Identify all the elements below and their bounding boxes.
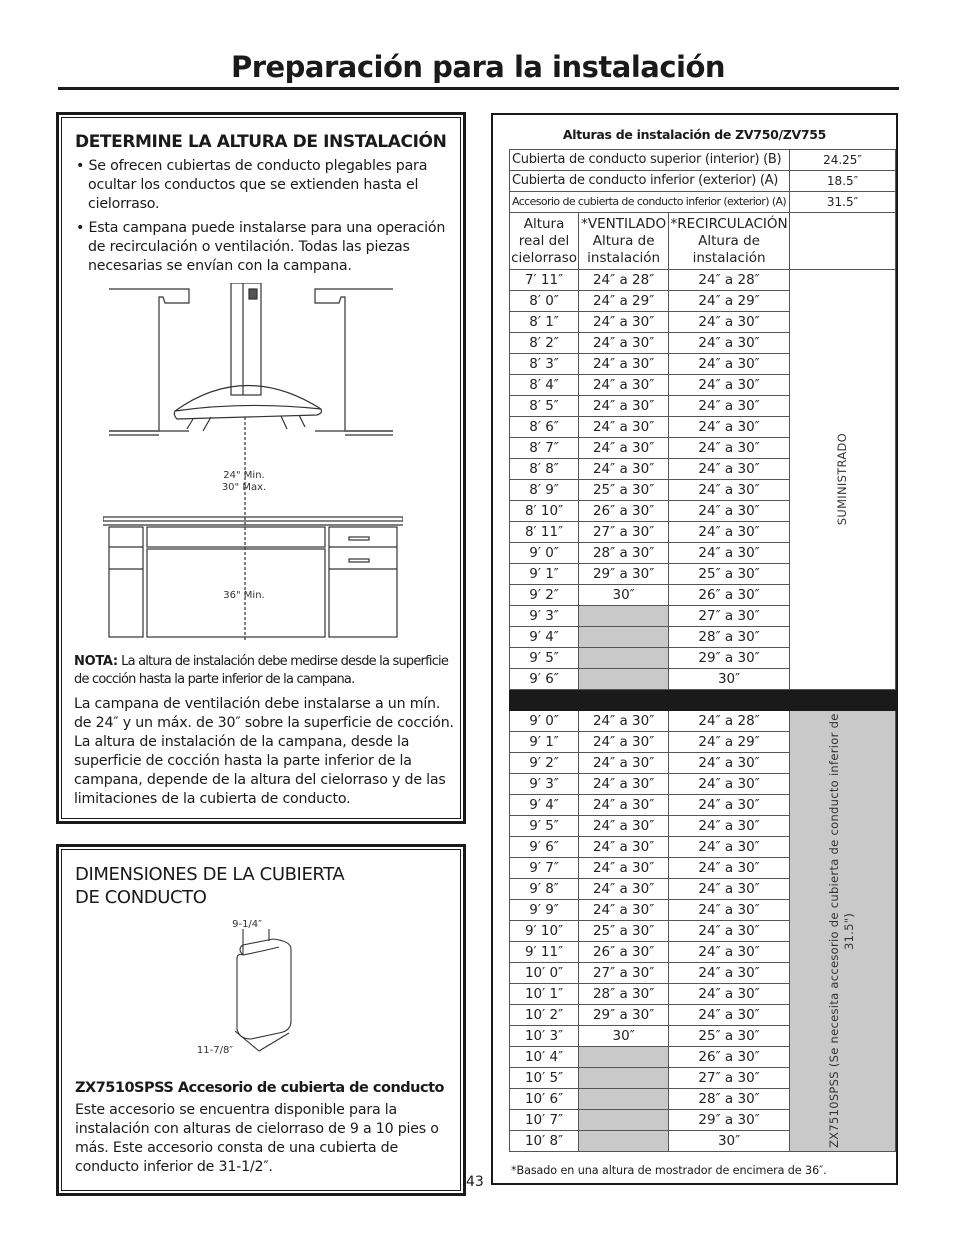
vented-cell: 27″ a 30″ xyxy=(579,522,669,543)
vented-cell: 24″ a 30″ xyxy=(579,900,669,921)
vented-cell: 30″ xyxy=(579,585,669,606)
recirc-cell: 24″ a 30″ xyxy=(669,459,790,480)
spec-row xyxy=(510,192,896,213)
ceiling-height-cell: 9′ 1″ xyxy=(510,564,579,585)
recirc-cell: 29″ a 30″ xyxy=(669,1110,790,1131)
install-height-paragraph: La campana de ventilación debe instalarse a un mín. de 24″ y un máx. de 30″ sobre la superficie de cocción. La altura de instalación de la campana, desde la superficie de cocción hasta la parte inferior de la campana, depende de la altura del cielorraso y de las limitaciones de la cubierta de conducto. xyxy=(74,696,454,807)
vented-cell: 24″ a 30″ xyxy=(579,879,669,900)
vented-cell: 24″ a 30″ xyxy=(579,333,669,354)
ceiling-height-cell: 8′ 9″ xyxy=(510,480,579,501)
recirc-cell: 24″ a 30″ xyxy=(669,417,790,438)
column-header-row xyxy=(510,213,896,270)
ceiling-height-cell: 8′ 5″ xyxy=(510,396,579,417)
title-rule xyxy=(58,87,899,90)
vented-cell: 26″ a 30″ xyxy=(579,942,669,963)
ceiling-height-cell: 9′ 3″ xyxy=(510,606,579,627)
recirc-cell: 24″ a 28″ xyxy=(669,711,790,732)
recirc-cell: 24″ a 30″ xyxy=(669,375,790,396)
vented-cell: 24″ a 30″ xyxy=(579,732,669,753)
ceiling-height-cell: 8′ 2″ xyxy=(510,333,579,354)
ceiling-height-cell: 10′ 6″ xyxy=(510,1089,579,1110)
dim-top-label: 9-1/4″ xyxy=(232,919,262,930)
vented-cell: 24″ a 29″ xyxy=(579,291,669,312)
vented-cell: 24″ a 30″ xyxy=(579,375,669,396)
vented-cell xyxy=(579,1068,669,1089)
header-ceiling-height: Altura real del cielorraso xyxy=(510,213,579,270)
vented-cell xyxy=(579,1089,669,1110)
ceiling-height-cell: 9′ 5″ xyxy=(510,648,579,669)
label-30-max: 30" Max. xyxy=(221,482,267,493)
header-blank xyxy=(789,213,895,270)
ceiling-height-cell: 9′ 11″ xyxy=(510,942,579,963)
ceiling-height-cell: 8′ 7″ xyxy=(510,438,579,459)
ceiling-height-cell: 10′ 4″ xyxy=(510,1047,579,1068)
spec-label: Cubierta de conducto inferior (exterior) (A) xyxy=(510,171,790,192)
vented-cell: 24″ a 30″ xyxy=(579,354,669,375)
recirc-cell: 24″ a 30″ xyxy=(669,774,790,795)
recirc-cell: 24″ a 30″ xyxy=(669,942,790,963)
recirc-cell: 24″ a 30″ xyxy=(669,879,790,900)
vented-cell: 24″ a 30″ xyxy=(579,837,669,858)
recirc-cell: 24″ a 30″ xyxy=(669,816,790,837)
vented-cell xyxy=(579,1047,669,1068)
recirc-cell: 28″ a 30″ xyxy=(669,1089,790,1110)
ceiling-height-cell: 9′ 2″ xyxy=(510,585,579,606)
ceiling-height-cell: 9′ 0″ xyxy=(510,711,579,732)
ceiling-height-cell: 9′ 4″ xyxy=(510,627,579,648)
recirc-cell: 25″ a 30″ xyxy=(669,1026,790,1047)
spec-label: Cubierta de conducto superior (interior) (B) xyxy=(510,150,790,171)
spec-value: 18.5″ xyxy=(789,171,895,192)
recirc-cell: 24″ a 30″ xyxy=(669,963,790,984)
recirc-cell: 24″ a 30″ xyxy=(669,438,790,459)
ceiling-height-cell: 10′ 3″ xyxy=(510,1026,579,1047)
side-label-cell xyxy=(789,270,895,690)
ceiling-height-cell: 9′ 3″ xyxy=(510,774,579,795)
recirc-cell: 28″ a 30″ xyxy=(669,627,790,648)
recirc-cell: 29″ a 30″ xyxy=(669,648,790,669)
bullet-operation-mode: • Esta campana puede instalarse para una operación de recirculación o ventilación. Todas las piezas necesarias se envían con la campana. xyxy=(76,220,446,274)
table-body xyxy=(510,150,896,1152)
vented-cell: 30″ xyxy=(579,1026,669,1047)
header-recirculation: *RECIRCULACIÓN Altura de instalación xyxy=(669,213,790,270)
recirc-cell: 30″ xyxy=(669,669,790,690)
vented-cell: 28″ a 30″ xyxy=(579,984,669,1005)
vented-cell: 24″ a 30″ xyxy=(579,396,669,417)
ceiling-height-cell: 9′ 2″ xyxy=(510,753,579,774)
install-height-heading: DETERMINE LA ALTURA DE INSTALACIÓN xyxy=(75,132,447,152)
installation-heights-table xyxy=(509,149,896,1152)
install-height-panel xyxy=(56,112,466,824)
recirc-cell: 24″ a 30″ xyxy=(669,858,790,879)
recirc-cell: 24″ a 30″ xyxy=(669,900,790,921)
vented-cell: 24″ a 30″ xyxy=(579,774,669,795)
ceiling-height-cell: 9′ 6″ xyxy=(510,837,579,858)
accessory-text: Este accesorio se encuentra disponible para la instalación con alturas de cielorraso de 9 a 10 pies o más. Este accesorio consta de una cubierta de conducto inferior de 31-1/2″. xyxy=(75,1102,439,1175)
vented-cell xyxy=(579,669,669,690)
recirc-cell: 27″ a 30″ xyxy=(669,606,790,627)
bullet-duct-covers: • Se ofrecen cubiertas de conducto plegables para ocultar los conductos que se extienden hasta el cielorraso. xyxy=(76,158,428,212)
ceiling-height-cell: 8′ 11″ xyxy=(510,522,579,543)
ceiling-height-cell: 8′ 4″ xyxy=(510,375,579,396)
ceiling-height-cell: 8′ 3″ xyxy=(510,354,579,375)
ceiling-height-cell: 9′ 6″ xyxy=(510,669,579,690)
ceiling-height-cell: 9′ 7″ xyxy=(510,858,579,879)
side-label-cell xyxy=(789,711,895,1152)
side-label: ZX7510SPSS (Se necesita accesorio de cubierta de conducto inferior de 31.5") xyxy=(827,713,857,1149)
ceiling-height-cell: 8′ 6″ xyxy=(510,417,579,438)
section-divider xyxy=(510,690,896,711)
recirc-cell: 24″ a 30″ xyxy=(669,354,790,375)
ceiling-height-cell: 8′ 0″ xyxy=(510,291,579,312)
vented-cell: 24″ a 30″ xyxy=(579,711,669,732)
vented-cell: 24″ a 30″ xyxy=(579,795,669,816)
ceiling-height-cell: 10′ 1″ xyxy=(510,984,579,1005)
recirc-cell: 26″ a 30″ xyxy=(669,585,790,606)
vented-cell: 28″ a 30″ xyxy=(579,543,669,564)
recirc-cell: 26″ a 30″ xyxy=(669,1047,790,1068)
duct-dimensions-panel xyxy=(56,844,466,1196)
recirc-cell: 24″ a 30″ xyxy=(669,795,790,816)
duct-heading-line1: DIMENSIONES DE LA CUBIERTA xyxy=(75,864,345,885)
duct-dimensions-heading xyxy=(75,863,344,909)
ceiling-height-cell: 10′ 8″ xyxy=(510,1131,579,1152)
dim-bottom-label: 11-7/8″ xyxy=(196,1045,234,1056)
recirc-cell: 25″ a 30″ xyxy=(669,564,790,585)
ceiling-height-cell: 8′ 1″ xyxy=(510,312,579,333)
ceiling-height-cell: 10′ 0″ xyxy=(510,963,579,984)
vented-cell: 24″ a 30″ xyxy=(579,858,669,879)
recirc-cell: 24″ a 28″ xyxy=(669,270,790,291)
recirc-cell: 24″ a 30″ xyxy=(669,921,790,942)
section-divider-cell xyxy=(510,690,896,711)
ceiling-height-cell: 10′ 5″ xyxy=(510,1068,579,1089)
ceiling-height-cell: 9′ 0″ xyxy=(510,543,579,564)
install-height-note xyxy=(74,653,459,689)
ceiling-height-cell: 9′ 4″ xyxy=(510,795,579,816)
ceiling-height-cell: 10′ 7″ xyxy=(510,1110,579,1131)
vented-cell xyxy=(579,606,669,627)
vented-cell: 25″ a 30″ xyxy=(579,480,669,501)
spec-row xyxy=(510,150,896,171)
recirc-cell: 24″ a 30″ xyxy=(669,522,790,543)
recirc-cell: 24″ a 30″ xyxy=(669,333,790,354)
table-caption: Alturas de instalación de ZV750/ZV755 xyxy=(562,127,827,142)
recirc-cell: 24″ a 30″ xyxy=(669,543,790,564)
vented-cell: 25″ a 30″ xyxy=(579,921,669,942)
ceiling-height-cell: 9′ 10″ xyxy=(510,921,579,942)
label-24-30 xyxy=(204,470,284,494)
vented-cell: 29″ a 30″ xyxy=(579,1005,669,1026)
ceiling-height-cell: 8′ 8″ xyxy=(510,459,579,480)
ceiling-height-cell: 8′ 10″ xyxy=(510,501,579,522)
table-footnote: *Basado en una altura de mostrador de encimera de 36″. xyxy=(511,1164,827,1177)
side-label: SUMINISTRADO xyxy=(834,433,849,526)
table-row xyxy=(510,270,896,291)
page-number: 43 xyxy=(466,1174,484,1190)
spec-value: 24.25″ xyxy=(789,150,895,171)
recirc-cell: 24″ a 30″ xyxy=(669,984,790,1005)
vented-cell: 24″ a 28″ xyxy=(579,270,669,291)
vented-cell: 29″ a 30″ xyxy=(579,564,669,585)
vented-cell: 24″ a 30″ xyxy=(579,459,669,480)
duct-cover-drawing xyxy=(229,925,319,1055)
recirc-cell: 30″ xyxy=(669,1131,790,1152)
vented-cell: 24″ a 30″ xyxy=(579,438,669,459)
spec-row xyxy=(510,171,896,192)
spec-value: 31.5″ xyxy=(789,192,895,213)
spec-label: Accesorio de cubierta de conducto inferior (exterior) (A) xyxy=(510,192,790,213)
hood-installation-diagram xyxy=(103,283,403,643)
vented-cell: 24″ a 30″ xyxy=(579,417,669,438)
vented-cell: 24″ a 30″ xyxy=(579,816,669,837)
vented-cell: 27″ a 30″ xyxy=(579,963,669,984)
header-vented: *VENTILADO Altura de instalación xyxy=(579,213,669,270)
vented-cell xyxy=(579,627,669,648)
table-row xyxy=(510,711,896,732)
ceiling-height-cell: 9′ 1″ xyxy=(510,732,579,753)
ceiling-height-cell: 7′ 11″ xyxy=(510,270,579,291)
recirc-cell: 24″ a 29″ xyxy=(669,732,790,753)
recirc-cell: 24″ a 30″ xyxy=(669,396,790,417)
label-36-min: 36" Min. xyxy=(223,590,265,601)
note-text: La altura de instalación debe medirse desde la superficie de cocción hasta la parte inferior de la campana. xyxy=(74,654,449,687)
duct-heading-line2: DE CONDUCTO xyxy=(75,887,207,908)
installation-heights-table-panel xyxy=(491,113,898,1185)
recirc-cell: 24″ a 29″ xyxy=(669,291,790,312)
vented-cell: 26″ a 30″ xyxy=(579,501,669,522)
ceiling-height-cell: 10′ 2″ xyxy=(510,1005,579,1026)
recirc-cell: 24″ a 30″ xyxy=(669,501,790,522)
accessory-subheading: ZX7510SPSS Accesorio de cubierta de conducto xyxy=(75,1080,444,1096)
ceiling-height-cell: 9′ 8″ xyxy=(510,879,579,900)
vented-cell xyxy=(579,648,669,669)
vented-cell: 24″ a 30″ xyxy=(579,753,669,774)
vented-cell xyxy=(579,1131,669,1152)
vented-cell: 24″ a 30″ xyxy=(579,312,669,333)
ceiling-height-cell: 9′ 5″ xyxy=(510,816,579,837)
note-label: NOTA: xyxy=(74,654,118,669)
label-24-min: 24" Min. xyxy=(223,470,265,481)
recirc-cell: 27″ a 30″ xyxy=(669,1068,790,1089)
recirc-cell: 24″ a 30″ xyxy=(669,1005,790,1026)
recirc-cell: 24″ a 30″ xyxy=(669,480,790,501)
page-title: Preparación para la instalación xyxy=(230,50,726,84)
ceiling-height-cell: 9′ 9″ xyxy=(510,900,579,921)
recirc-cell: 24″ a 30″ xyxy=(669,753,790,774)
vented-cell xyxy=(579,1110,669,1131)
recirc-cell: 24″ a 30″ xyxy=(669,837,790,858)
recirc-cell: 24″ a 30″ xyxy=(669,312,790,333)
